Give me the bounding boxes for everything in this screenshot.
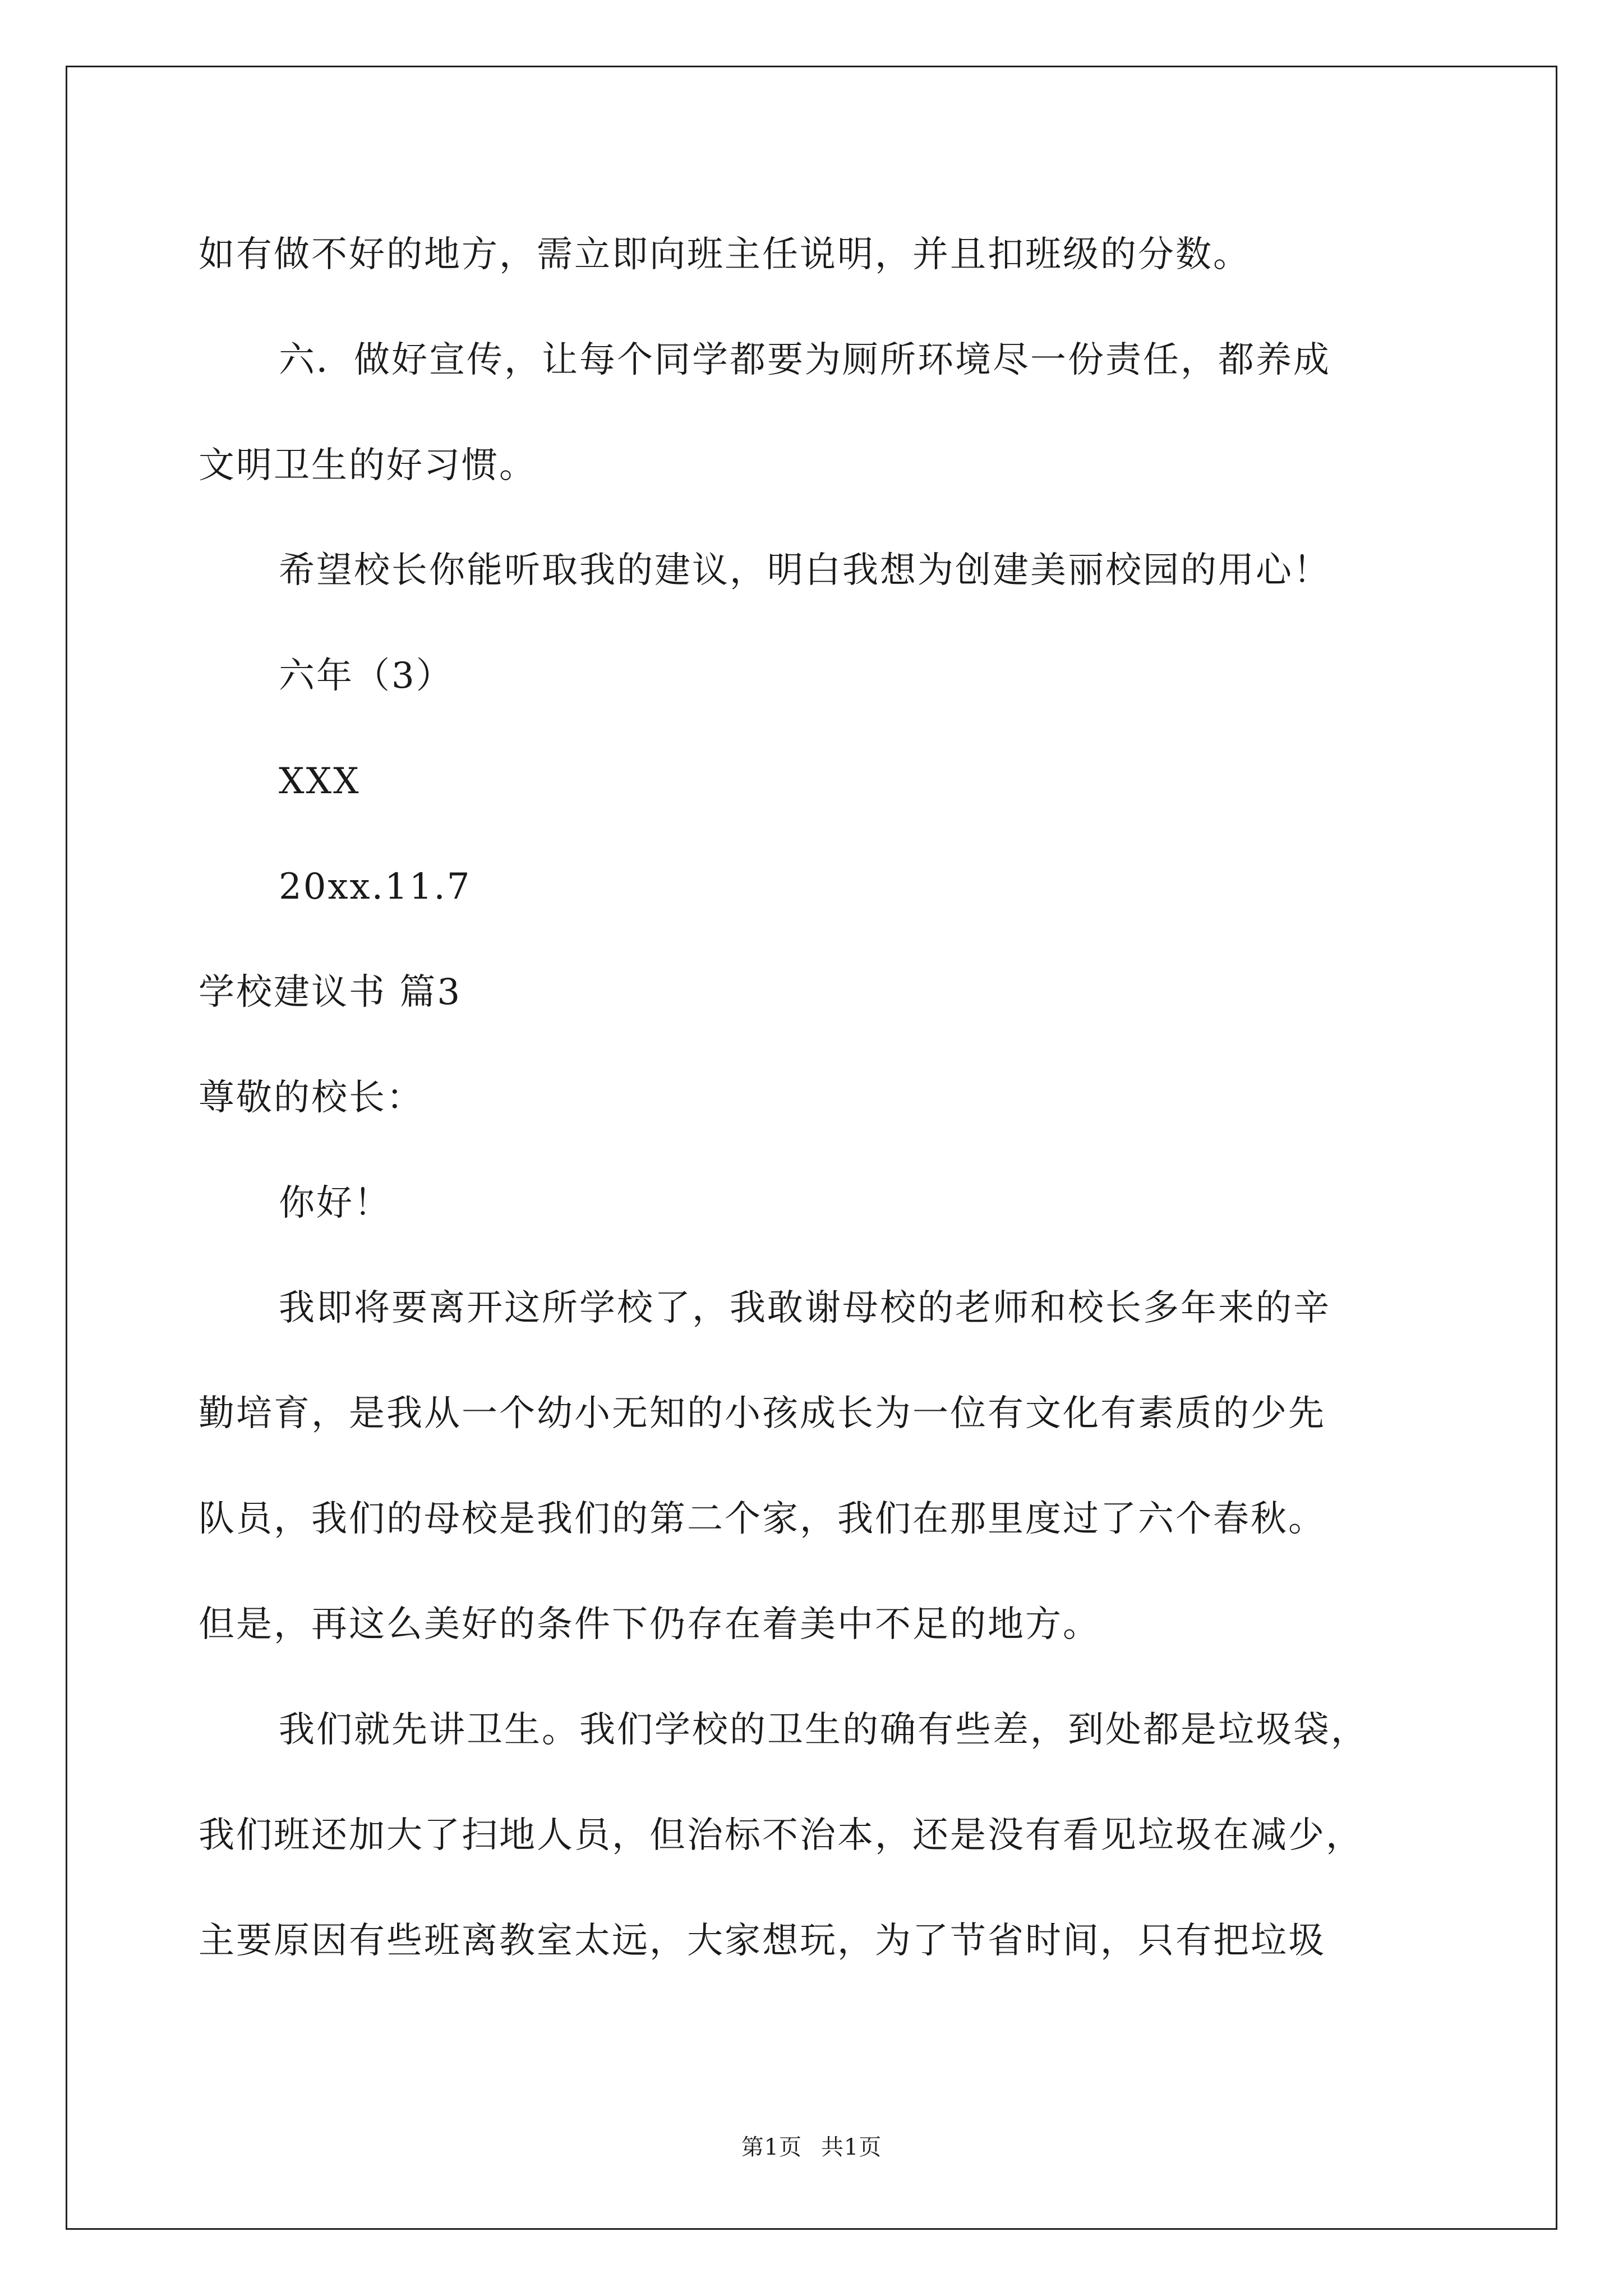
text-line: 六．做好宣传，让每个同学都要为厕所环境尽一份责任，都养成	[279, 339, 1331, 381]
text-line: 我们就先讲卫生。我们学校的卫生的确有些差，到处都是垃圾袋，	[279, 1709, 1368, 1751]
text-line: 我们班还加大了扫地人员，但治标不治本，还是没有看见垃圾在减少，	[199, 1815, 1363, 1856]
greeting: 你好！	[279, 1182, 391, 1224]
text-line: 文明卫生的好习惯。	[199, 445, 537, 486]
section-heading: 学校建议书 篇3	[199, 972, 462, 1013]
page-number: 第1页	[741, 2134, 803, 2160]
text-line: 勤培育，是我从一个幼小无知的小孩成长为一位有文化有素质的少先	[199, 1393, 1326, 1434]
text-line: XXX	[279, 761, 361, 802]
text-line: 希望校长你能听取我的建议，明白我想为创建美丽校园的用心！	[279, 550, 1331, 591]
text-line: 但是，再这么美好的条件下仍存在着美中不足的地方。	[199, 1604, 1100, 1645]
text-line: 主要原因有些班离教室太远，大家想玩，为了节省时间，只有把垃圾	[199, 1920, 1326, 1962]
page-footer	[0, 2136, 1623, 2159]
salutation: 尊敬的校长：	[199, 1077, 424, 1119]
text-line: 20xx.11.7	[279, 866, 472, 908]
text-line: 六年（3）	[279, 655, 454, 697]
text-line: 我即将要离开这所学校了，我敢谢母校的老师和校长多年来的辛	[279, 1287, 1331, 1329]
page-total: 共1页	[820, 2134, 882, 2160]
text-line: 队员，我们的母校是我们的第二个家，我们在那里度过了六个春秋。	[199, 1498, 1326, 1540]
text-line: 如有做不好的地方，需立即向班主任说明，并且扣班级的分数。	[199, 234, 1251, 275]
